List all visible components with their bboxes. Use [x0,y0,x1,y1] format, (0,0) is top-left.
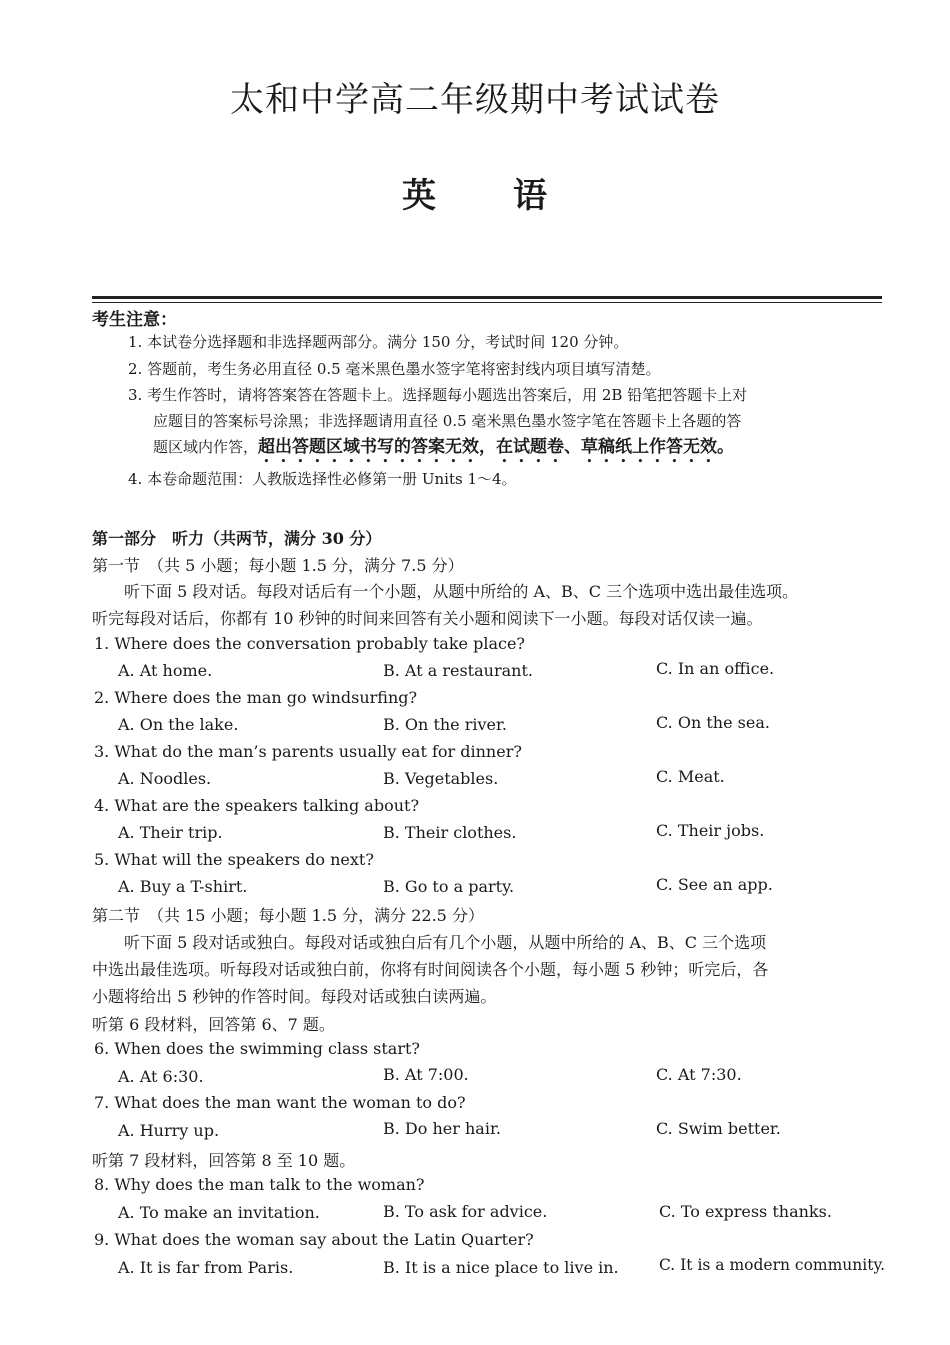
q6-option-b: B. At 7:00. [383,1065,469,1084]
q9-option-a: A. It is far from Paris. [118,1258,294,1277]
q2-option-b: B. On the river. [383,715,507,734]
q8-option-b: B. To ask for advice. [383,1202,548,1221]
subject-char-1: 英 [402,176,437,216]
subject-char-2: 语 [513,176,548,216]
section1-instr-line-1: 听下面 5 段对话。每段对话后有一个小题，从题中所给的 A、B、C 三个选项中选出最佳选项。 [124,582,799,601]
question-3: 3. What do the man’s parents usually eat for dinner? [94,742,522,761]
notice-item-3c-lead: 题区域内作答， [153,438,259,456]
question-1: 1. Where does the conversation probably take place? [94,634,525,653]
q8-option-a: A. To make an invitation. [118,1203,320,1222]
notice-item-1: 1. 本试卷分选择题和非选择题两部分。满分 150 分，考试时间 120 分钟。 [128,333,629,351]
question-5: 5. What will the speakers do next? [94,850,374,869]
notice-heading: 考生注意： [92,310,177,330]
q7-option-b: B. Do her hair. [383,1119,501,1138]
question-6: 6. When does the swimming class start? [94,1039,420,1058]
section2-instr-line-2: 中选出最佳选项。听每段对话或独白前，你将有时间阅读各个小题，每小题 5 秒钟；听完后，各 [92,960,769,979]
question-8: 8. Why does the man talk to the woman? [94,1175,425,1194]
part1-heading: 第一部分 听力（共两节，满分 30 分） [92,529,382,548]
notice-item-4: 4. 本卷命题范围：人教版选择性必修第一册 Units 1～4。 [128,470,517,488]
q3-option-b: B. Vegetables. [383,769,499,788]
q4-option-b: B. Their clothes. [383,823,517,842]
section1-instructions [92,578,892,632]
q9-option-c: C. It is a modern community. [659,1256,886,1274]
q7-option-c: C. Swim better. [656,1119,781,1138]
section2-instructions [92,929,892,1010]
notice-item-3a: 3. 考生作答时，请将答案答在答题卡上。选择题每小题选出答案后，用 2B 铅笔把答题卡上对 [128,386,748,404]
notice-item-3c-emphasis: 超出答题区域书写的答案无效，在试题卷、草稿纸上作答无效。 [258,437,735,457]
section1-heading: 第一节 （共 5 小题；每小题 1.5 分，满分 7.5 分） [92,556,464,575]
header-rule-thick [92,296,882,299]
q1-option-a: A. At home. [118,661,213,680]
material-7-instruction: 听第 7 段材料，回答第 8 至 10 题。 [92,1151,356,1170]
q5-option-a: A. Buy a T-shirt. [118,877,248,896]
q4-option-a: A. Their trip. [118,823,223,842]
q1-option-c: C. In an office. [656,659,775,678]
question-7: 7. What does the man want the woman to do? [94,1093,466,1112]
question-9: 9. What does the woman say about the Latin Quarter? [94,1230,534,1249]
header-rule-thin [92,302,882,303]
section2-instr-line-3: 小题将给出 5 秒钟的作答时间。每段对话或独白读两遍。 [92,987,497,1006]
notice-item-3b: 应题目的答案标号涂黑；非选择题请用直径 0.5 毫米黑色墨水签字笔在答题卡上各题的答 [153,412,742,430]
q3-option-c: C. Meat. [656,767,725,786]
q2-option-c: C. On the sea. [656,713,770,732]
q7-option-a: A. Hurry up. [118,1121,220,1140]
q4-option-c: C. Their jobs. [656,821,765,840]
q1-option-b: B. At a restaurant. [383,661,533,680]
q6-option-c: C. At 7:30. [656,1065,742,1084]
question-2: 2. Where does the man go windsurfing? [94,688,418,707]
q9-option-b: B. It is a nice place to live in. [383,1258,619,1277]
q2-option-a: A. On the lake. [118,715,239,734]
notice-item-3c [153,434,913,467]
exam-title: 太和中学高二年级期中考试试卷 [230,80,720,120]
section2-instr-line-1: 听下面 5 段对话或独白。每段对话或独白后有几个小题，从题中所给的 A、B、C 三个选项 [124,933,767,952]
notice-item-2: 2. 答题前，考生务必用直径 0.5 毫米黑色墨水签字笔将密封线内项目填写清楚。 [128,360,661,378]
q5-option-c: C. See an app. [656,875,773,894]
section2-heading: 第二节 （共 15 小题；每小题 1.5 分，满分 22.5 分） [92,906,484,925]
material-6-instruction: 听第 6 段材料，回答第 6、7 题。 [92,1015,335,1034]
q8-option-c: C. To express thanks. [659,1202,832,1221]
q6-option-a: A. At 6:30. [118,1067,204,1086]
subject-heading [0,168,950,217]
question-4: 4. What are the speakers talking about? [94,796,420,815]
q5-option-b: B. Go to a party. [383,877,515,896]
q3-option-a: A. Noodles. [118,769,212,788]
section1-instr-line-2: 听完每段对话后，你都有 10 秒钟的时间来回答有关小题和阅读下一小题。每段对话仅读一遍。 [92,609,763,628]
